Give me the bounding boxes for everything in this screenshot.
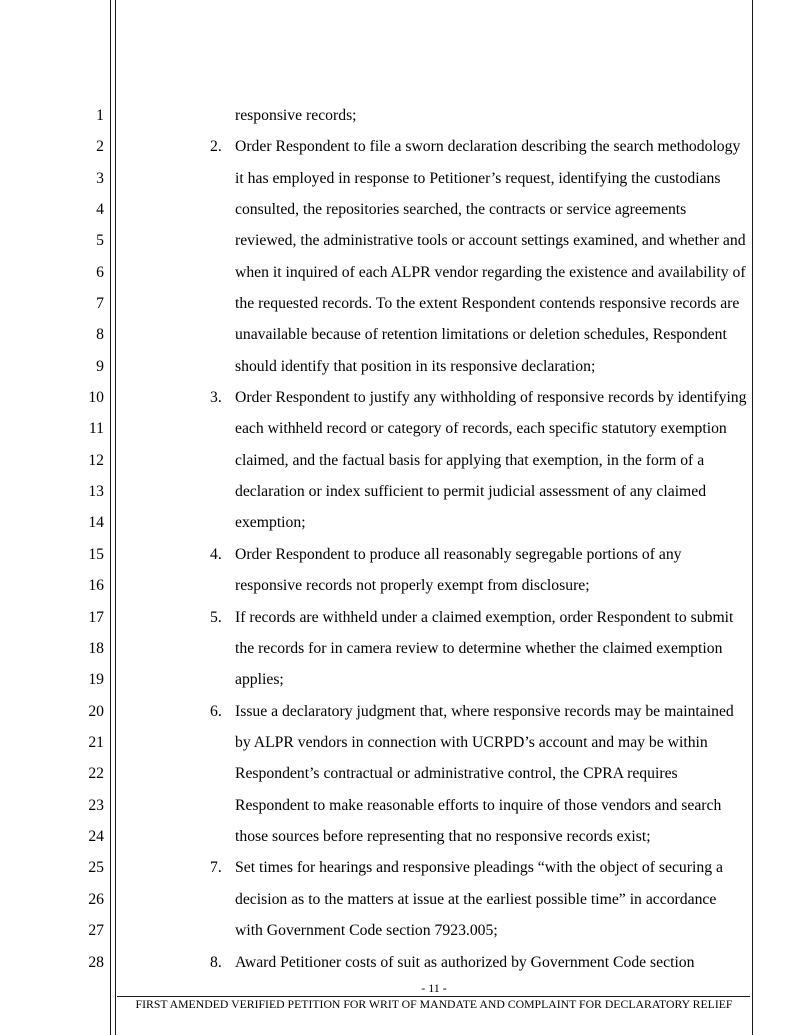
continuation-line: responsive records; (235, 106, 357, 124)
line-number: 8 (96, 326, 104, 344)
line-number: 17 (88, 608, 104, 626)
item-line: those sources before representing that no responsive records exist; (235, 828, 651, 846)
item-row (0, 915, 800, 946)
item-row (0, 758, 800, 789)
item-number: 4. (210, 545, 222, 563)
line-number: 13 (88, 483, 104, 501)
item-row (0, 225, 800, 256)
item-row (0, 852, 800, 883)
item-line: each withheld record or category of records, each specific statutory exemption (235, 420, 727, 438)
line-number: 23 (88, 796, 104, 814)
item-line: it has employed in response to Petitioner’s request, identifying the custodians (235, 169, 721, 187)
line-number: 3 (96, 169, 104, 187)
prayer-item (0, 539, 800, 602)
item-number: 8. (210, 953, 222, 971)
item-row (0, 163, 800, 194)
item-row (0, 413, 800, 444)
line-number: 15 (88, 545, 104, 563)
item-line: If records are withheld under a claimed exemption, order Respondent to submit (235, 608, 734, 626)
line-number: 19 (88, 671, 104, 689)
prayer-item (0, 602, 800, 696)
item-line: Respondent to make reasonable efforts to inquire of those vendors and search (235, 796, 722, 814)
item-row (0, 257, 800, 288)
item-row (0, 570, 800, 601)
line-number: 7 (96, 294, 104, 312)
item-row (0, 602, 800, 633)
item-row (0, 288, 800, 319)
item-line: consulted, the repositories searched, the contracts or service agreements (235, 200, 687, 218)
item-line: Order Respondent to file a sworn declaration describing the search methodology (235, 138, 741, 156)
item-line: decision as to the matters at issue at the earliest possible time” in accordance (235, 890, 717, 908)
item-row (0, 884, 800, 915)
prayer-item (0, 852, 800, 946)
item-row (0, 821, 800, 852)
prayer-item (0, 131, 800, 382)
prayer-item (0, 382, 800, 539)
item-row (0, 539, 800, 570)
item-line: the requested records. To the extent Respondent contends responsive records are (235, 294, 740, 312)
prayer-item (0, 696, 800, 853)
line-number: 26 (88, 890, 104, 908)
item-row (0, 664, 800, 695)
item-line: reviewed, the administrative tools or account settings examined, and whether and (235, 232, 746, 250)
line-number: 21 (88, 733, 104, 751)
item-line: when it inquired of each ALPR vendor regarding the existence and availability of (235, 263, 746, 281)
line-number: 20 (88, 702, 104, 720)
item-number: 5. (210, 608, 222, 626)
item-line: Respondent’s contractual or administrative control, the CPRA requires (235, 765, 678, 783)
item-number: 2. (210, 138, 222, 156)
line-number: 12 (88, 451, 104, 469)
item-row (0, 633, 800, 664)
line-number: 24 (88, 828, 104, 846)
item-line: unavailable because of retention limitations or deletion schedules, Respondent (235, 326, 727, 344)
item-row (0, 790, 800, 821)
item-row (0, 696, 800, 727)
line-number: 27 (88, 922, 104, 940)
item-row (0, 947, 800, 978)
line-number: 18 (88, 639, 104, 657)
prayer-item (0, 947, 800, 978)
item-line: by ALPR vendors in connection with UCRPD’s account and may be within (235, 733, 708, 751)
item-line: exemption; (235, 514, 306, 532)
line-number: 14 (88, 514, 104, 532)
item-row (0, 382, 800, 413)
item-row (0, 131, 800, 162)
item-line: applies; (235, 671, 284, 689)
petition-body (0, 100, 800, 978)
item-line: Set times for hearings and responsive pleadings “with the object of securing a (235, 859, 723, 877)
line-number: 16 (88, 577, 104, 595)
footer-rule (117, 996, 750, 997)
item-line: should identify that position in its responsive declaration; (235, 357, 596, 375)
item-line: Order Respondent to produce all reasonably segregable portions of any (235, 545, 682, 563)
item-row (0, 445, 800, 476)
line-number: 22 (88, 765, 104, 783)
item-line: claimed, and the factual basis for applying that exemption, in the form of a (235, 451, 705, 469)
item-number: 6. (210, 702, 222, 720)
page-number: - 11 - (421, 981, 447, 995)
item-row (0, 351, 800, 382)
line-number: 2 (96, 138, 104, 156)
item-number: 7. (210, 859, 222, 877)
item-row (0, 319, 800, 350)
line-number: 5 (96, 232, 104, 250)
item-line: Order Respondent to justify any withholding of responsive records by identifying (235, 389, 747, 407)
item-line: the records for in camera review to determine whether the claimed exemption (235, 639, 723, 657)
item-line: with Government Code section 7923.005; (235, 922, 498, 940)
continuation-row (0, 100, 800, 131)
line-number: 1 (96, 106, 104, 124)
item-line: responsive records not properly exempt from disclosure; (235, 577, 590, 595)
item-row (0, 476, 800, 507)
line-number: 6 (96, 263, 104, 281)
footer-title: FIRST AMENDED VERIFIED PETITION FOR WRIT OF MANDATE AND COMPLAINT FOR DECLARATORY RELIEF (135, 998, 733, 1011)
line-number: 9 (96, 357, 104, 375)
line-number: 25 (88, 859, 104, 877)
item-line: declaration or index sufficient to permit judicial assessment of any claimed (235, 483, 707, 501)
item-row (0, 727, 800, 758)
item-line: Award Petitioner costs of suit as authorized by Government Code section (235, 953, 695, 971)
line-number: 10 (88, 389, 104, 407)
item-line: Issue a declaratory judgment that, where responsive records may be maintained (235, 702, 734, 720)
item-number: 3. (210, 389, 222, 407)
line-number: 11 (88, 420, 104, 438)
item-row (0, 194, 800, 225)
line-number: 28 (88, 953, 104, 971)
line-number: 4 (96, 200, 104, 218)
item-row (0, 507, 800, 538)
